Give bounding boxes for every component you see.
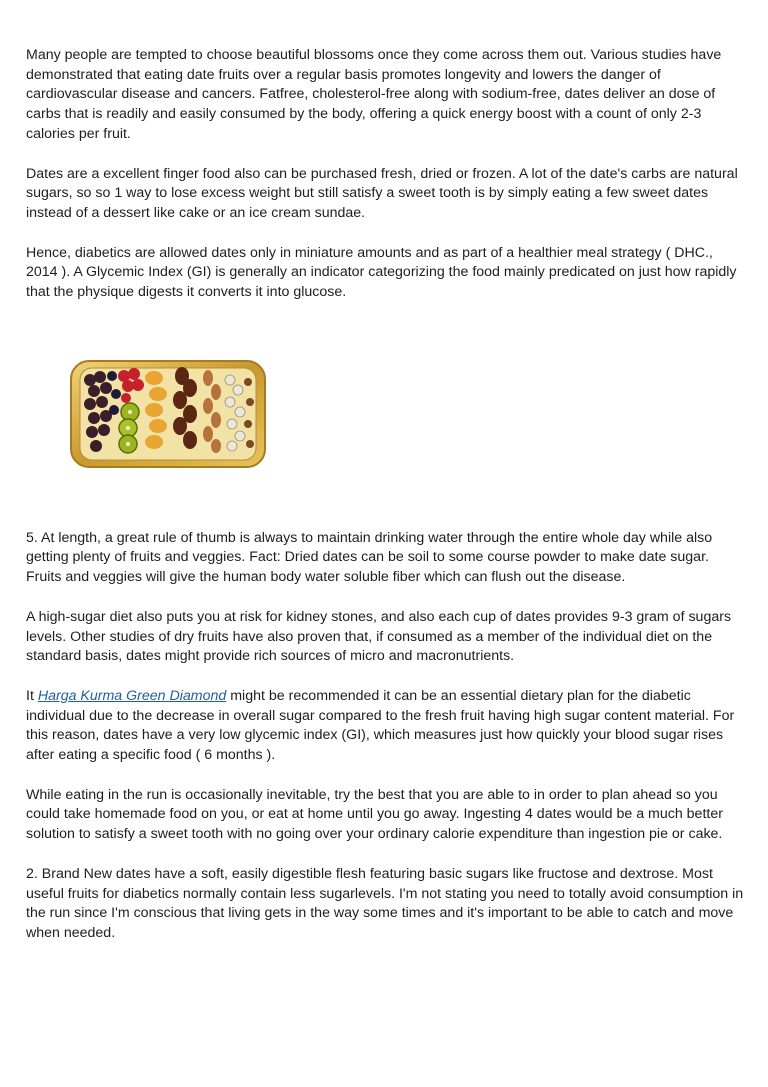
paragraph-6-end: might be recommended it can be an essential dietary plan for the diabetic individual due to the decrease in overall sugar compared to the fresh fruit having high sugar content material. For this reason, dates have a very low glycemic index (GI), which measures just how quickly your blood sugar rises after eating a specific food ( 6 months ). [26, 687, 735, 764]
paragraph-5: A high-sugar diet also puts you at risk for kidney stones, and also each cup of dates provides 9-3 gram of sugars levels. Other studies of dry fruits have also proven that, if consumed as a member of the individual diet on the standard basis, dates might provide rich sources of micro and macronutrients. [26, 608, 732, 665]
paragraph-4: 5. At length, a great rule of thumb is always to maintain drinking water through the entire whole day while also getting plenty of fruits and veggies. Fact: Dried dates can be soil to some course powder to make date sugar. Fruits and veggies will give the human body water soluble fiber which can flush out the disease. [26, 529, 713, 586]
paragraph-6-start: It [26, 687, 38, 704]
dried-fruit-tray-figure [26, 323, 746, 529]
paragraph-3: Hence, diabetics are allowed dates only in miniature amounts and as part of a healthier meal strategy ( DHC., 2014 ). A Glycemic Index (GI) is generally an indicator categorizing the food mainly predicated on just how rapidly that the physique digests it converts it into glucose. [26, 244, 737, 301]
paragraph-1: Many people are tempted to choose beautiful blossoms once they come across them out. Various studies have demonstrated that eating date fruits over a regular basis promotes longevity and lowers the danger of cardiovascular disease and cancers. Fatfree, cholesterol-free along with sodium-free, dates deliver an dose of carbs that is readily and easily consumed by the body, offering a quick energy boost with a count of only 2-3 calories per fruit. [26, 47, 722, 142]
paragraph-2: Dates are a excellent finger food also can be purchased fresh, dried or frozen. A lot of the date's carbs are natural sugars, so so 1 way to lose excess weight but still satisfy a sweet tooth is by simply eating a few sweet dates instead of a dessert like cake or an ice cream sundae. [26, 165, 738, 221]
paragraph-8: 2. Brand New dates have a soft, easily digestible flesh featuring basic sugars like fructose and dextrose. Most useful fruits for diabetics normally contain less sugarlevels. I'm not stating you need to totally avoid consumption in the run since I'm conscious that living gets in the way some times and it's important to be able to catch and move when needed. [26, 865, 744, 941]
paragraph-7: While eating in the run is occasionally inevitable, try the best that you are able to in order to plan ahead so you could take homemade food on you, or eat at home until you go away. Ingesting 4 dates would be a much better solution to satisfy a sweet tooth with no going over your ordinary calorie expenditure than ingestion pie or cake. [26, 786, 723, 843]
dried-fruit-tray-image [68, 358, 268, 470]
harga-kurma-link[interactable]: Harga Kurma Green Diamond [37, 687, 227, 704]
document-body [26, 46, 746, 964]
paragraph-6 [26, 687, 746, 766]
